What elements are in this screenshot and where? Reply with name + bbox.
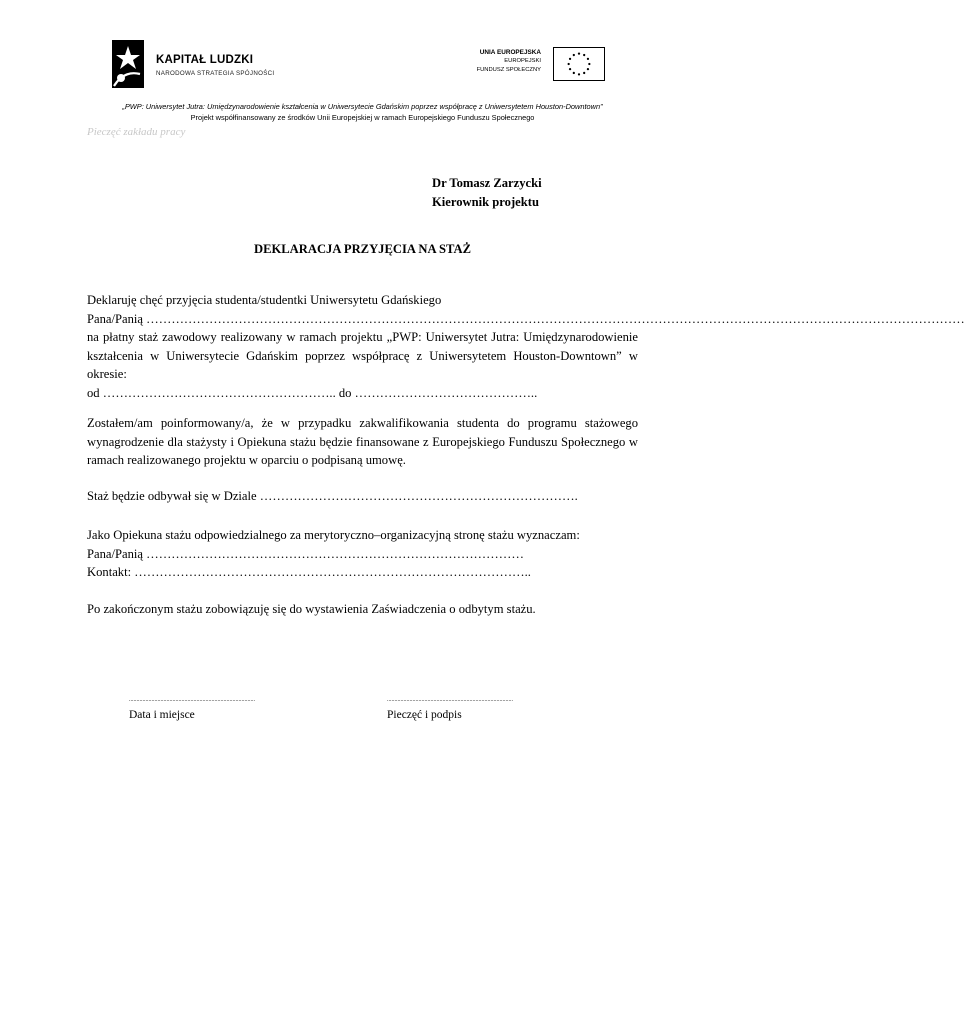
eu-logo-text bbox=[477, 49, 541, 74]
kapital-ludzki-title: KAPITAŁ LUDZKI bbox=[156, 54, 254, 66]
document-title: DEKLARACJA PRZYJĘCIA NA STAŻ bbox=[253, 242, 472, 256]
student-name-dots: …………………………………………………………………………………………………………………………………………………………………………… bbox=[146, 311, 965, 326]
eu-line-3: FUNDUSZ SPOŁECZNY bbox=[476, 66, 541, 73]
eu-line-1: UNIA EUROPEJSKA bbox=[479, 49, 541, 56]
declaration-line-1: Deklaruję chęć przyjęcia studenta/studentki Uniwersytetu Gdańskiego bbox=[87, 293, 442, 307]
kapital-ludzki-logo bbox=[110, 40, 285, 88]
project-title-line: „PWP: Uniwersytet Jutra: Umiędzynarodowienie kształcenia w Uniwersytecie Gdańskim poprzez współpracę z Uniwersytetem Houston-Downtown” bbox=[122, 102, 603, 111]
date-place-label: Data i miejsce bbox=[129, 709, 195, 721]
recipient-name: Dr Tomasz Zarzycki bbox=[432, 176, 542, 190]
date-place-signature-line: .................................................................................... bbox=[129, 697, 255, 703]
supervisor-contact-field: Kontakt: ………………………………………………………………………………….. bbox=[87, 565, 531, 579]
department-field: Staż będzie odbywał się w Dziale …………………………………………………………………. bbox=[87, 489, 578, 503]
eu-line-2: EUROPEJSKI bbox=[504, 58, 541, 65]
student-name-label: Pana/Panią bbox=[87, 311, 143, 326]
internship-period-field: od ……………………………………………….. do …………………………………….. bbox=[87, 385, 538, 400]
declaration-paragraph bbox=[87, 291, 965, 402]
recipient-block bbox=[432, 174, 542, 212]
supervisor-paragraph bbox=[87, 526, 638, 582]
internship-description: na płatny staż zawodowy realizowany w ramach projektu „PWP: Uniwersytet Jutra: Umiędzynarodowienie kształcenia w Uniwersytecie Gdańskim poprzez współpracę z Uniwersytetem Houston-Downtown” w okresie: bbox=[87, 330, 638, 381]
supervisor-name-field: Pana/Panią ……………………………………………………………………………… bbox=[87, 546, 524, 561]
recipient-role: Kierownik projektu bbox=[432, 195, 539, 209]
stamp-signature-label: Pieczęć i podpis bbox=[387, 709, 462, 721]
financing-paragraph: Zostałem/am poinformowany/a, że w przypadku zakwalifikowania studenta do programu stażowego wynagrodzenie dla stażysty i Opiekuna stażu będzie finansowane z Europejskiego Funduszu Społecznego w ramach realizowanego projektu w oparciu o podpisaną umowę. bbox=[87, 416, 638, 467]
certificate-paragraph: Po zakończonym stażu zobowiązuję się do wystawienia Zaświadczenia o odbytym stażu. bbox=[87, 602, 536, 616]
eu-flag-icon bbox=[553, 47, 605, 81]
supervisor-line-1: Jako Opiekuna stażu odpowiedzialnego za merytoryczno–organizacyjną stronę stażu wyznaczam: bbox=[87, 528, 580, 542]
company-stamp-placeholder: Pieczęć zakładu pracy bbox=[87, 126, 186, 138]
eu-logo-block bbox=[470, 47, 605, 81]
student-name-field bbox=[87, 310, 965, 329]
cofinance-line: Projekt współfinansowany ze środków Unii Europejskiej w ramach Europejskiego Funduszu Społecznego bbox=[190, 113, 535, 122]
stamp-signature-line: .................................................................................... bbox=[387, 697, 513, 703]
kapital-ludzki-subtitle: NARODOWA STRATEGIA SPÓJNOŚCI bbox=[156, 70, 275, 77]
kapital-ludzki-emblem-icon bbox=[110, 40, 146, 88]
